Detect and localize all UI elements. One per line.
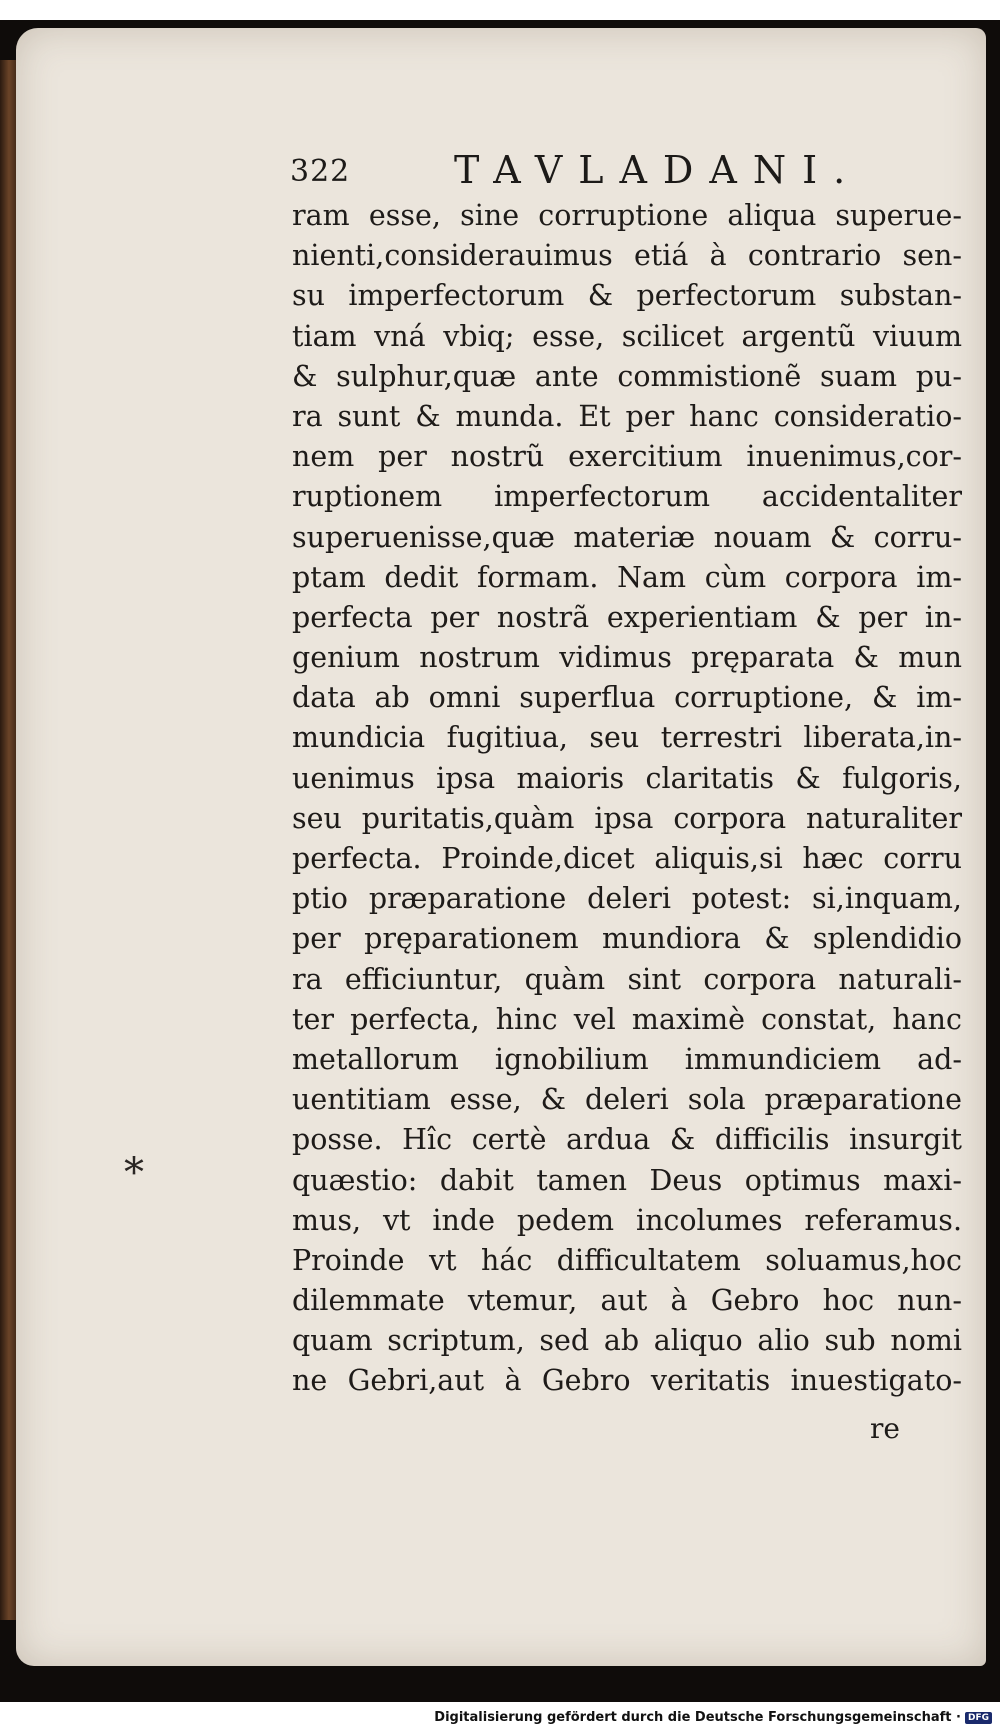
margin-asterisk: * (124, 1150, 144, 1196)
text-line: quæstio: dabit tamen Deus optimus maxi- (292, 1163, 962, 1197)
text-line: uentitiam esse, & deleri sola præparatione (292, 1083, 962, 1117)
digitization-footer (434, 1710, 992, 1725)
text-line: uenimus ipsa maioris claritatis & fulgoris, (292, 761, 962, 795)
text-line: su imperfectorum & perfectorum substan- (292, 279, 962, 313)
text-line: dilemmate vtemur, aut à Gebro hoc nun- (292, 1284, 962, 1318)
text-line: seu puritatis,quàm ipsa corpora naturaliter (292, 801, 962, 835)
text-line: & sulphur,quæ ante commistionẽ suam pu- (292, 359, 962, 393)
text-line: per pręparationem mundiora & splendidio (292, 922, 962, 956)
text-line: nem per nostrũ exercitium inuenimus,cor- (292, 440, 962, 474)
text-line: nienti,considerauimus etiá à contrario sen- (292, 239, 962, 273)
text-line: genium nostrum vidimus pręparata & mun (292, 641, 962, 675)
page-header (290, 148, 862, 198)
text-line: ptam dedit formam. Nam cùm corpora im- (292, 560, 962, 594)
text-line: tiam vná vbiq; esse, scilicet argentũ viuum (292, 319, 962, 353)
text-line: posse. Hîc certè ardua & difficilis insurgit (292, 1123, 962, 1157)
text-line: ra sunt & munda. Et per hanc consideratio- (292, 399, 962, 433)
text-line: perfecta per nostrã experientiam & per in- (292, 600, 962, 634)
catchword: re (870, 1412, 900, 1445)
text-line: superuenisse,quæ materiæ nouam & corru- (292, 520, 962, 554)
text-line: Proinde vt hác difficultatem soluamus,hoc (292, 1243, 962, 1277)
text-line: perfecta. Proinde,dicet aliquis,si hæc corru (292, 842, 962, 875)
dfg-logo-icon: DFG (965, 1712, 992, 1724)
text-line: mus, vt inde pedem incolumes referamus. (292, 1203, 962, 1237)
text-line: ter perfecta, hinc vel maximè constat, hanc (292, 1002, 962, 1036)
text-line: ruptionem imperfectorum accidentaliter (292, 480, 962, 514)
text-line: data ab omni superflua corruptione, & im- (292, 681, 962, 715)
text-line: ptio præparatione deleri potest: si,inquam, (292, 882, 962, 916)
page-number: 322 (290, 154, 351, 189)
text-line: ne Gebri,aut à Gebro veritatis inuestigato- (292, 1364, 962, 1398)
text-line: quam scriptum, sed ab aliquo alio sub nomi (292, 1324, 962, 1358)
text-line: mundicia fugitiua, seu terrestri liberata,in- (292, 721, 962, 755)
footer-credit: Digitalisierung gefördert durch die Deutsche Forschungsgemeinschaft · (434, 1710, 961, 1725)
text-line: ra efficiuntur, quàm sint corpora naturali- (292, 962, 962, 996)
text-line: ram esse, sine corruptione aliqua superue- (292, 199, 962, 232)
running-title: TAVLADANI. (454, 148, 862, 192)
body-text (292, 196, 962, 1402)
text-line: metallorum ignobilium immundiciem ad- (292, 1042, 962, 1076)
